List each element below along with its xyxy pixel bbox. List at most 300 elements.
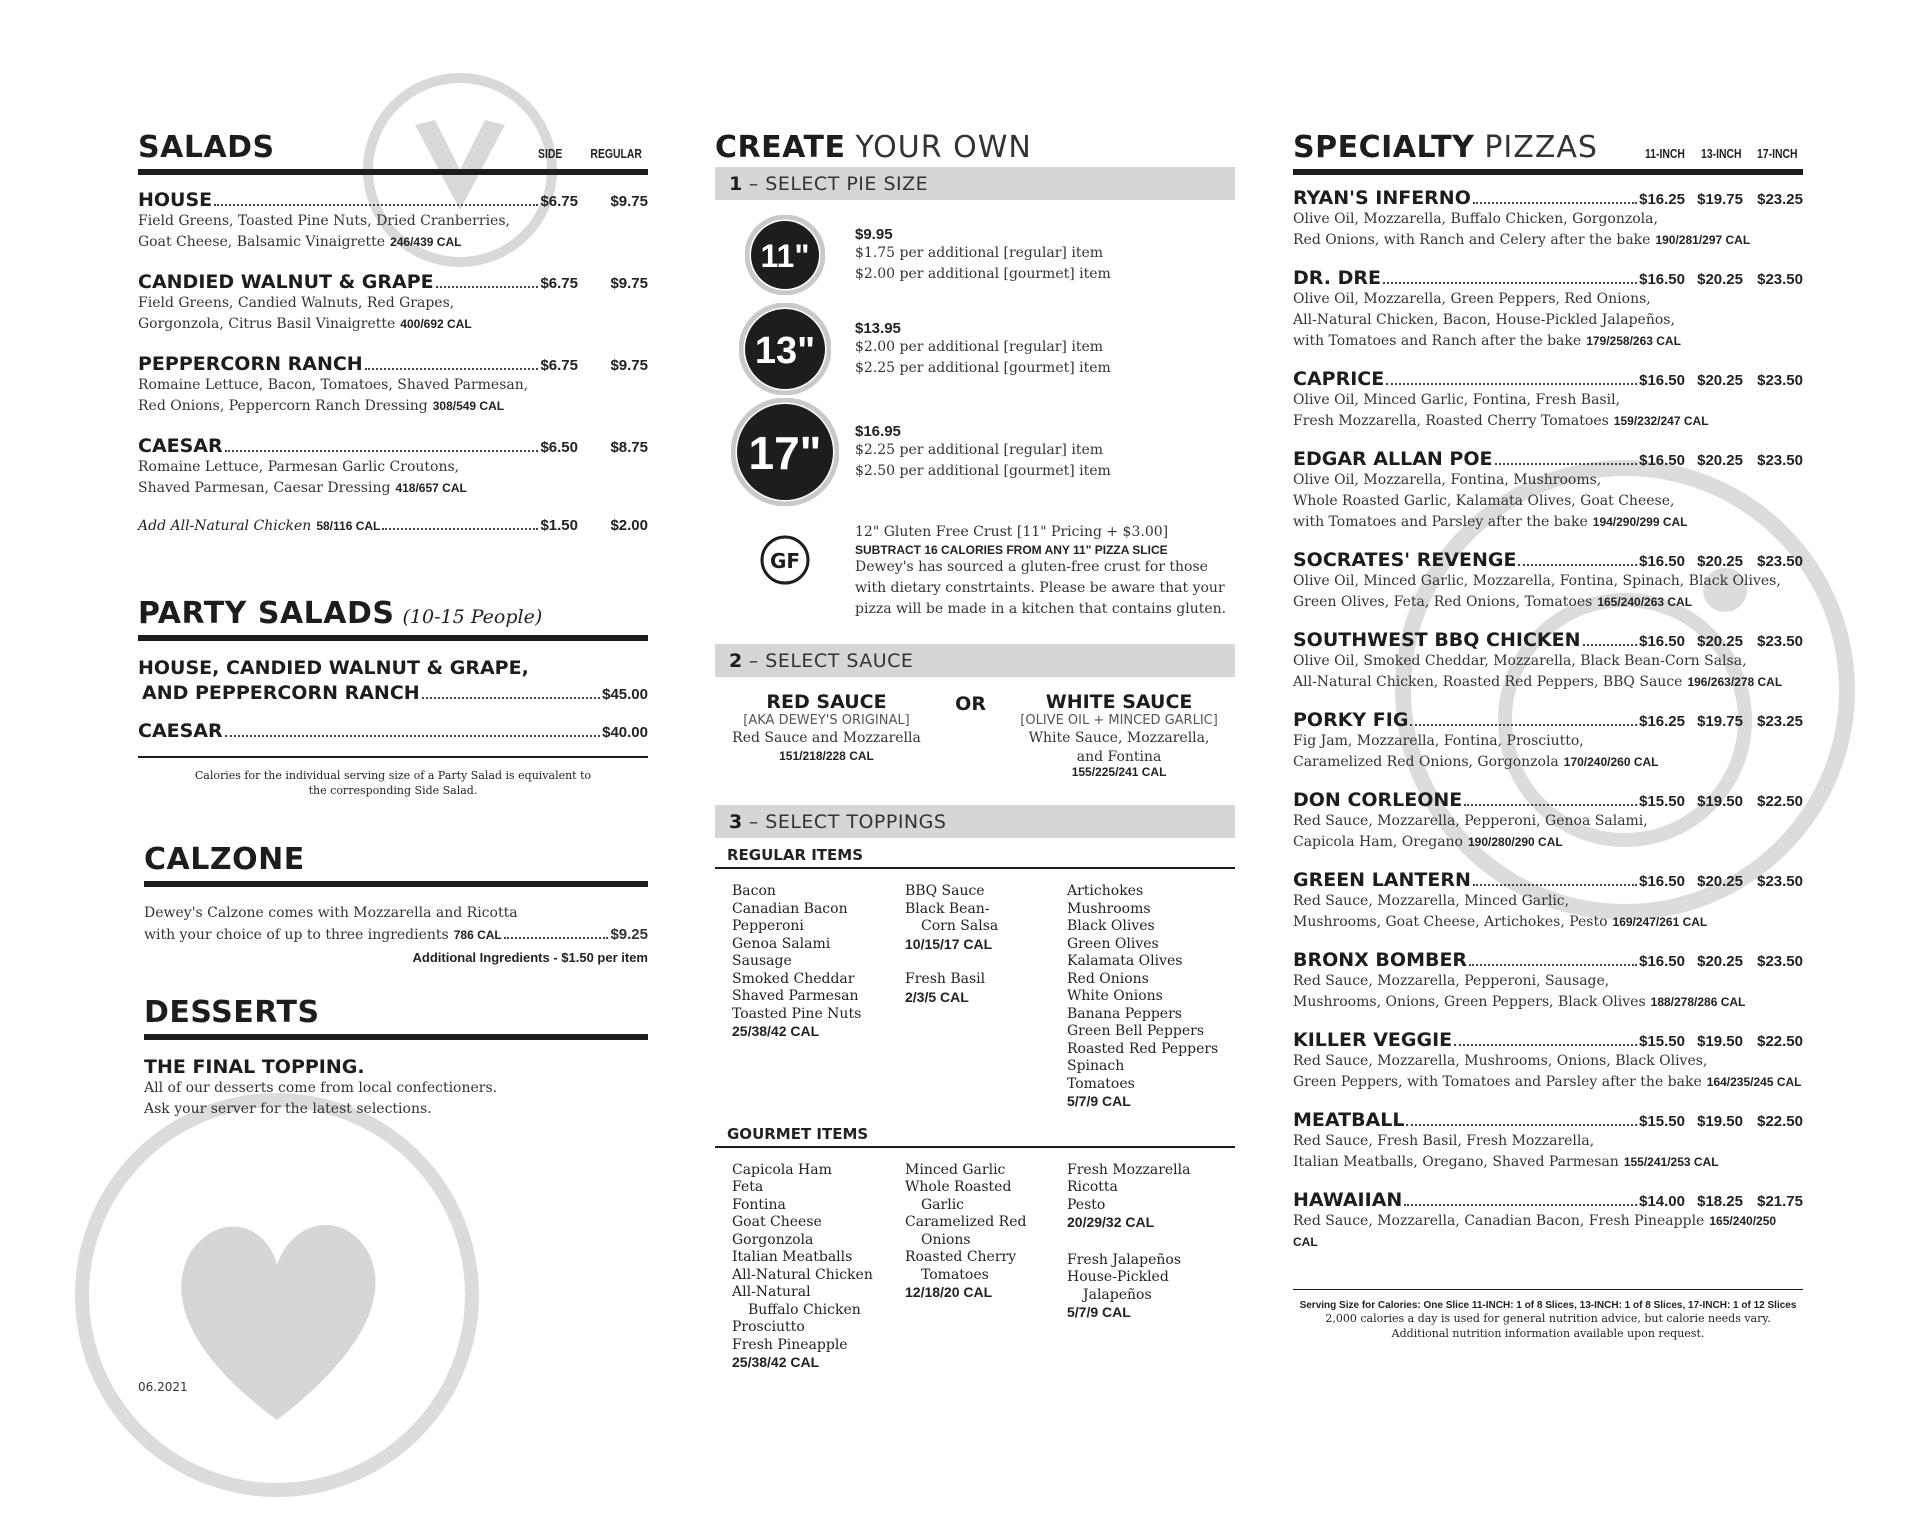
- calzone-price: $9.25: [610, 926, 648, 943]
- pizza-desc-line: with Tomatoes and Ranch after the bake: [1293, 333, 1582, 349]
- salad-regular-price: $9.75: [610, 193, 648, 210]
- pizza-item: [1293, 869, 1803, 933]
- pie-size-row: [715, 208, 1235, 302]
- sauce-or: OR: [955, 693, 986, 715]
- pizza-name: KILLER VEGGIE: [1293, 1029, 1453, 1051]
- topping-item: Artichokes: [1067, 883, 1144, 899]
- pizza-desc-line: Red Sauce, Mozzarella, Mushrooms, Onions, Black Olives,: [1293, 1053, 1708, 1069]
- pizza-price-13: $19.75: [1697, 713, 1743, 730]
- desserts-desc-line1: All of our desserts come from local confectioners.: [144, 1080, 498, 1096]
- calzone-title: CALZONE: [144, 842, 305, 877]
- topping-item: Spinach: [1067, 1058, 1125, 1074]
- pizza-price-11: $16.25: [1639, 191, 1685, 208]
- pizza-desc-line: Olive Oil, Mozzarella, Green Peppers, Red Onions,: [1293, 291, 1651, 307]
- specialty-note-1: Serving Size for Calories: One Slice 11-INCH: 1 of 8 Slices, 13-INCH: 1 of 8 Slices, 17-INCH: 1 of 12 Slices: [1299, 1300, 1797, 1311]
- party-note-line2: the corresponding Side Salad.: [308, 784, 478, 797]
- left-column: [138, 130, 648, 1120]
- salad-desc-line1: Field Greens, Toasted Pine Nuts, Dried Cranberries,: [138, 213, 510, 229]
- topping-item: Corn Salsa: [921, 918, 999, 934]
- pizza-name: SOUTHWEST BBQ CHICKEN: [1293, 629, 1581, 651]
- salads-col-side: SIDE: [538, 146, 563, 161]
- addon-cal: 58/116 CAL: [316, 519, 381, 533]
- create-title-light: YOUR OWN: [855, 130, 1032, 165]
- white-sauce-name: WHITE SAUCE: [1045, 691, 1193, 713]
- step3-bar: [715, 805, 1235, 838]
- pizza-cal: 159/232/247 CAL: [1613, 414, 1709, 428]
- topping-item: Green Bell Peppers: [1067, 1023, 1205, 1039]
- salad-cal: 400/692 CAL: [400, 317, 472, 331]
- topping-item: Onions: [921, 1231, 971, 1248]
- party-item-2: [138, 720, 648, 742]
- pizza-price-13: $19.50: [1697, 1033, 1743, 1050]
- topping-item: Roasted Red Peppers: [1067, 1040, 1219, 1057]
- salad-desc-line2: Shaved Parmesan, Caesar Dressing: [138, 480, 391, 496]
- pizza-cal: 194/290/299 CAL: [1592, 515, 1688, 529]
- pizza-item: [1293, 1189, 1803, 1253]
- salad-desc-line1: Romaine Lettuce, Bacon, Tomatoes, Shaved Parmesan,: [138, 377, 529, 393]
- step2-label: – SELECT SAUCE: [748, 649, 914, 672]
- step1-bar: [715, 167, 1235, 200]
- sauce-row: [715, 691, 1235, 779]
- pie-size-gourmet-line: $2.50 per additional [gourmet] item: [855, 462, 1111, 479]
- salads-col-regular: REGULAR: [590, 146, 642, 161]
- pizza-desc-line: Caramelized Red Onions, Gorgonzola: [1293, 754, 1559, 770]
- topping-item: BBQ Sauce: [905, 883, 985, 899]
- pie-size-regular-line: $1.75 per additional [regular] item: [855, 244, 1104, 261]
- topping-item: All-Natural: [732, 1284, 811, 1300]
- step2-bar: [715, 644, 1235, 677]
- white-sauce-cal: 155/225/241 CAL: [1071, 765, 1167, 779]
- regular-col-2-cal: 10/15/17 CAL: [905, 935, 993, 952]
- pizza-cal: 179/258/263 CAL: [1586, 334, 1681, 348]
- pizza-desc-line: Fig Jam, Mozzarella, Fontina, Prosciutto,: [1293, 733, 1584, 749]
- topping-item: Whole Roasted: [905, 1179, 1012, 1195]
- gf-badge-text: GF: [769, 549, 801, 573]
- pizza-price-11: $15.50: [1639, 1113, 1685, 1130]
- pizza-desc-line: Olive Oil, Minced Garlic, Mozzarella, Fontina, Spinach, Black Olives,: [1293, 573, 1781, 589]
- salad-item: [138, 435, 648, 499]
- pizza-name: EDGAR ALLAN POE: [1293, 448, 1493, 470]
- gourmet-col-3a-cal: 20/29/32 CAL: [1067, 1214, 1155, 1230]
- pizza-name: PORKY FIG: [1293, 709, 1409, 731]
- regular-col-3-cal: 5/7/9 CAL: [1067, 1093, 1131, 1109]
- topping-item: Mushrooms: [1067, 900, 1151, 917]
- pizza-item: [1293, 709, 1803, 773]
- party-item-2-price: $40.00: [602, 724, 648, 741]
- pie-size-price: $16.95: [855, 422, 901, 440]
- topping-item: Tomatoes: [1067, 1075, 1135, 1092]
- pizza-price-17: $23.50: [1757, 553, 1803, 570]
- regular-col-3: [1067, 883, 1218, 1111]
- topping-item: Fresh Pineapple: [732, 1336, 848, 1353]
- pizza-price-13: $20.25: [1697, 553, 1743, 570]
- pizza-item: [1293, 1109, 1803, 1173]
- pizza-price-17: $23.50: [1757, 452, 1803, 469]
- pie-size-regular-line: $2.00 per additional [regular] item: [855, 338, 1104, 355]
- red-sauce-name: RED SAUCE: [766, 691, 887, 713]
- white-sauce: [1020, 691, 1218, 779]
- topping-item: Black Olives: [1067, 918, 1155, 934]
- pizza-price-13: $19.50: [1697, 1113, 1743, 1130]
- desserts-header: [144, 995, 648, 1040]
- pizza-price-17: $22.50: [1757, 1113, 1803, 1130]
- pizza-cal: 190/281/297 CAL: [1655, 233, 1751, 247]
- pie-size-badge-text: 13": [754, 330, 816, 372]
- salad-name: CAESAR: [138, 435, 223, 457]
- addon-side-price: $1.50: [540, 517, 578, 534]
- topping-item: Minced Garlic: [905, 1161, 1006, 1178]
- pie-size-gourmet-line: $2.25 per additional [gourmet] item: [855, 359, 1111, 376]
- pizza-cal: 169/247/261 CAL: [1612, 915, 1708, 929]
- pizza-item: [1293, 267, 1803, 352]
- gf-line2: SUBTRACT 16 CALORIES FROM ANY 11" PIZZA SLICE: [855, 543, 1168, 557]
- gf-badge-icon: [759, 534, 811, 586]
- gourmet-col-3: [1067, 1162, 1190, 1372]
- pizza-price-13: $19.50: [1697, 793, 1743, 810]
- regular-col-1-cal: 25/38/42 CAL: [732, 1023, 820, 1039]
- desserts-body: [144, 1056, 648, 1120]
- topping-item: Italian Meatballs: [732, 1249, 853, 1265]
- pizza-desc-line: All-Natural Chicken, Bacon, House-Pickled Jalapeños,: [1293, 312, 1675, 328]
- topping-item: Kalamata Olives: [1067, 953, 1183, 969]
- topping-item: Roasted Cherry: [905, 1249, 1017, 1265]
- pizza-cal: 165/240/250 CAL: [1293, 1214, 1777, 1249]
- regular-col-2: [905, 883, 1067, 1111]
- topping-item: Caramelized Red: [905, 1214, 1027, 1230]
- salad-item: [138, 189, 648, 253]
- calzone-desc-line2: with your choice of up to three ingredients: [144, 927, 449, 943]
- specialty-note-3: Additional nutrition information available upon request.: [1391, 1327, 1705, 1340]
- gourmet-col-2-cal: 12/18/20 CAL: [905, 1284, 993, 1300]
- pizza-price-11: $16.50: [1639, 553, 1685, 570]
- topping-item: House-Pickled: [1067, 1269, 1169, 1285]
- pizza-desc-line: Mushrooms, Onions, Green Peppers, Black Olives: [1293, 994, 1646, 1010]
- pie-size-badge-text: 17": [748, 426, 822, 479]
- topping-item: Fontina: [732, 1196, 786, 1213]
- pizza-price-11: $16.50: [1639, 873, 1685, 890]
- pizza-item: [1293, 549, 1803, 613]
- pizza-desc-line: Olive Oil, Smoked Cheddar, Mozzarella, Black Bean-Corn Salsa,: [1293, 653, 1747, 669]
- pizza-name: DR. DRE: [1293, 267, 1381, 289]
- pizza-cal: 190/280/290 CAL: [1467, 835, 1563, 849]
- create-title-bold: CREATE: [715, 130, 846, 165]
- pie-size-regular-line: $2.25 per additional [regular] item: [855, 441, 1104, 458]
- white-sauce-aka: [OLIVE OIL + MINCED GARLIC]: [1020, 713, 1218, 728]
- party-item-2-name: CAESAR: [138, 720, 223, 742]
- pizza-price-11: $15.50: [1639, 1033, 1685, 1050]
- topping-item: Banana Peppers: [1067, 1005, 1182, 1022]
- step3-label: – SELECT TOPPINGS: [748, 810, 947, 833]
- pizza-desc-line: Red Sauce, Mozzarella, Canadian Bacon, Fresh Pineapple: [1293, 1213, 1705, 1229]
- pizza-desc-line: Green Peppers, with Tomatoes and Parsley after the bake: [1293, 1074, 1702, 1090]
- topping-item: Ricotta: [1067, 1179, 1118, 1195]
- party-item-1: [138, 657, 648, 704]
- pizza-price-13: $20.25: [1697, 452, 1743, 469]
- topping-item: Genoa Salami: [732, 935, 831, 952]
- regular-basil: Fresh Basil: [905, 971, 986, 987]
- topping-item: Pesto: [1067, 1196, 1106, 1213]
- specialty-header: [1293, 130, 1803, 175]
- pizza-desc-line: Red Onions, with Ranch and Celery after the bake: [1293, 232, 1651, 248]
- pizza-cal: 196/263/278 CAL: [1687, 675, 1783, 689]
- pizza-item: [1293, 629, 1803, 693]
- pizza-price-11: $14.00: [1639, 1193, 1685, 1210]
- topping-item: All-Natural Chicken: [732, 1266, 873, 1283]
- specialty-title-bold: SPECIALTY: [1293, 130, 1475, 165]
- desserts-title: DESSERTS: [144, 995, 320, 1030]
- pizza-item: [1293, 187, 1803, 251]
- size-list: [715, 208, 1235, 508]
- pizza-price-13: $20.25: [1697, 633, 1743, 650]
- pizza-price-17: $23.50: [1757, 633, 1803, 650]
- topping-item: Fresh Mozzarella: [1067, 1161, 1191, 1178]
- specialty-col-13: 13-INCH: [1700, 146, 1742, 161]
- pizza-cal: 155/241/253 CAL: [1623, 1155, 1719, 1169]
- pizza-item: [1293, 949, 1803, 1013]
- pie-size-gourmet-line: $2.00 per additional [gourmet] item: [855, 265, 1111, 282]
- pizza-desc-line: Olive Oil, Minced Garlic, Fontina, Fresh Basil,: [1293, 392, 1621, 408]
- topping-item: Black Bean-: [905, 900, 990, 917]
- pizza-price-17: $23.50: [1757, 873, 1803, 890]
- party-item-1-line1: HOUSE, CANDIED WALNUT & GRAPE,: [138, 657, 529, 679]
- specialty-title-light: PIZZAS: [1484, 130, 1598, 165]
- pizza-name: DON CORLEONE: [1293, 789, 1463, 811]
- salads-header: [138, 130, 648, 175]
- specialty-col-11: 11-INCH: [1644, 146, 1685, 161]
- pizza-desc-line: Olive Oil, Mozzarella, Fontina, Mushrooms,: [1293, 472, 1602, 488]
- pizza-price-13: $20.25: [1697, 372, 1743, 389]
- calzone-header: [144, 842, 648, 887]
- salad-cal: 308/549 CAL: [432, 399, 505, 413]
- topping-item: Shaved Parmesan: [732, 988, 859, 1004]
- specialty-note-2: 2,000 calories a day is used for general nutrition advice, but calorie needs vary.: [1325, 1312, 1771, 1325]
- salad-regular-price: $9.75: [610, 275, 648, 292]
- pie-size-row: [715, 302, 1235, 396]
- pizza-name: HAWAIIAN: [1293, 1189, 1403, 1211]
- pizza-name: BRONX BOMBER: [1293, 949, 1468, 971]
- pizza-cal: 170/240/260 CAL: [1563, 755, 1659, 769]
- addon-name: Add All-Natural Chicken: [138, 518, 312, 534]
- salad-addon: [138, 517, 648, 534]
- pizza-desc-line: Red Sauce, Mozzarella, Pepperoni, Sausage,: [1293, 973, 1610, 989]
- pizza-price-13: $20.25: [1697, 873, 1743, 890]
- topping-item: Smoked Cheddar: [732, 970, 855, 987]
- pizza-desc-line: Capicola Ham, Oregano: [1293, 834, 1463, 850]
- topping-item: Jalapeños: [1083, 1286, 1152, 1303]
- white-sauce-desc2: and Fontina: [1076, 749, 1162, 765]
- footer-date: 06.2021: [138, 1380, 188, 1394]
- topping-item: Tomatoes: [921, 1266, 989, 1283]
- gf-line1: 12" Gluten Free Crust [11" Pricing + $3.00]: [855, 524, 1169, 540]
- pizza-name: RYAN'S INFERNO: [1293, 187, 1471, 209]
- party-salads-title: PARTY SALADS: [138, 596, 395, 631]
- pizza-price-11: $16.50: [1639, 953, 1685, 970]
- red-sauce-cal: 151/218/228 CAL: [779, 749, 874, 763]
- pizza-item: [1293, 1029, 1803, 1093]
- salad-side-price: $6.75: [540, 357, 578, 374]
- salad-cal: 418/657 CAL: [395, 481, 467, 495]
- pizza-name: GREEN LANTERN: [1293, 869, 1471, 891]
- addon-regular-price: $2.00: [610, 517, 648, 534]
- topping-item: Buffalo Chicken: [748, 1301, 861, 1318]
- gourmet-col-1: [732, 1162, 905, 1372]
- specialty-col-17: 17-INCH: [1757, 146, 1798, 161]
- salad-side-price: $6.75: [540, 275, 578, 292]
- salads-title: SALADS: [138, 130, 275, 165]
- pizza-desc-line: with Tomatoes and Parsley after the bake: [1293, 514, 1588, 530]
- regular-items-title: REGULAR ITEMS: [715, 846, 1235, 869]
- pizza-price-11: $16.25: [1639, 713, 1685, 730]
- salad-list: [138, 189, 648, 499]
- pizza-price-13: $20.25: [1697, 953, 1743, 970]
- pizza-price-17: $23.25: [1757, 713, 1803, 730]
- pie-size-price: $13.95: [855, 319, 901, 337]
- pizza-name: SOCRATES' REVENGE: [1293, 549, 1517, 571]
- pizza-desc-line: Red Sauce, Mozzarella, Pepperoni, Genoa Salami,: [1293, 813, 1648, 829]
- step2-number: 2: [729, 649, 743, 672]
- pizza-price-11: $16.50: [1639, 452, 1685, 469]
- topping-item: Gorgonzola: [732, 1231, 814, 1248]
- pizza-price-17: $23.25: [1757, 191, 1803, 208]
- gourmet-col-2: [905, 1162, 1067, 1372]
- red-sauce-aka: [AKA DEWEY'S ORIGINAL]: [743, 713, 910, 728]
- pie-size-badge-icon: [731, 398, 839, 506]
- salad-name: HOUSE: [138, 189, 213, 211]
- gourmet-items: [715, 1162, 1235, 1372]
- calzone-cal: 786 CAL: [453, 928, 502, 942]
- topping-item: Pepperoni: [732, 918, 804, 934]
- party-note-line1: Calories for the individual serving size of a Party Salad is equivalent to: [194, 769, 592, 782]
- pizza-price-17: $23.50: [1757, 372, 1803, 389]
- pizza-price-17: $23.50: [1757, 953, 1803, 970]
- salad-desc-line2: Gorgonzola, Citrus Basil Vinaigrette: [138, 316, 396, 332]
- gf-line5: pizza will be made in a kitchen that contains gluten.: [855, 601, 1227, 617]
- pizza-desc-line: Fresh Mozzarella, Roasted Cherry Tomatoes: [1293, 413, 1609, 429]
- middle-column: [715, 130, 1235, 1372]
- topping-item: Feta: [732, 1179, 764, 1195]
- topping-item: Sausage: [732, 953, 792, 969]
- party-item-1-price: $45.00: [602, 686, 648, 703]
- heart-logo-watermark: [72, 1090, 482, 1500]
- regular-basil-cal: 2/3/5 CAL: [905, 988, 969, 1005]
- step1-label: – SELECT PIE SIZE: [748, 172, 929, 195]
- topping-item: Garlic: [921, 1196, 965, 1213]
- salad-cal: 246/439 CAL: [390, 235, 462, 249]
- pizza-price-17: $22.50: [1757, 793, 1803, 810]
- pizza-price-13: $20.25: [1697, 271, 1743, 288]
- regular-items: [715, 883, 1235, 1111]
- gf-line4: with dietary constrtaints. Please be aware that your: [855, 580, 1225, 596]
- gf-line3: Dewey's has sourced a gluten-free crust for those: [855, 559, 1208, 575]
- salad-item: [138, 353, 648, 417]
- pizza-list: [1293, 187, 1803, 1253]
- pizza-price-11: $16.50: [1639, 271, 1685, 288]
- salad-item: [138, 271, 648, 335]
- pizza-cal: 164/235/245 CAL: [1706, 1075, 1802, 1089]
- gourmet-col-1-cal: 25/38/42 CAL: [732, 1354, 820, 1370]
- pizza-item: [1293, 368, 1803, 432]
- topping-item: Canadian Bacon: [732, 900, 848, 917]
- pizza-cal: 188/278/286 CAL: [1650, 995, 1746, 1009]
- salad-regular-price: $9.75: [610, 357, 648, 374]
- pie-size-row: [715, 396, 1235, 508]
- step3-number: 3: [729, 810, 743, 833]
- topping-item: Fresh Jalapeños: [1067, 1251, 1182, 1268]
- pizza-name: MEATBALL: [1293, 1109, 1405, 1131]
- salad-desc-line1: Romaine Lettuce, Parmesan Garlic Croutons,: [138, 459, 460, 475]
- party-salads-header: [138, 596, 648, 641]
- party-note: [138, 756, 648, 798]
- party-salads-subtitle: (10-15 People): [402, 606, 543, 628]
- salad-regular-price: $8.75: [610, 439, 648, 456]
- step1-number: 1: [729, 172, 743, 195]
- salad-desc-line1: Field Greens, Candied Walnuts, Red Grapes,: [138, 295, 455, 311]
- pie-size-price: $9.95: [855, 225, 893, 243]
- pizza-price-17: $21.75: [1757, 1193, 1803, 1210]
- pizza-desc-line: Whole Roasted Garlic, Kalamata Olives, Goat Cheese,: [1293, 493, 1675, 509]
- pizza-item: [1293, 789, 1803, 853]
- pizza-desc-line: Green Olives, Feta, Red Onions, Tomatoes: [1293, 594, 1593, 610]
- pizza-cal: 165/240/263 CAL: [1597, 595, 1693, 609]
- red-sauce: [732, 691, 921, 763]
- pizza-price-17: $22.50: [1757, 1033, 1803, 1050]
- calzone-extra: Additional Ingredients - $1.50 per item: [412, 950, 648, 965]
- pizza-desc-line: All-Natural Chicken, Roasted Red Peppers, BBQ Sauce: [1293, 674, 1683, 690]
- pizza-item: [1293, 448, 1803, 533]
- calzone-body: [144, 903, 648, 965]
- desserts-subtitle: THE FINAL TOPPING.: [144, 1056, 365, 1078]
- salad-side-price: $6.50: [540, 439, 578, 456]
- gourmet-items-title: GOURMET ITEMS: [715, 1125, 1235, 1148]
- pizza-price-11: $16.50: [1639, 372, 1685, 389]
- pizza-desc-line: Olive Oil, Mozzarella, Buffalo Chicken, Gorgonzola,: [1293, 211, 1658, 227]
- pie-size-badge-icon: [739, 303, 831, 395]
- pizza-desc-line: Mushrooms, Goat Cheese, Artichokes, Pesto: [1293, 914, 1608, 930]
- topping-item: Capicola Ham: [732, 1161, 832, 1178]
- pizza-price-17: $23.50: [1757, 271, 1803, 288]
- party-item-1-line2: AND PEPPERCORN RANCH: [142, 682, 420, 704]
- pizza-desc-line: Red Sauce, Mozzarella, Minced Garlic,: [1293, 893, 1570, 909]
- salad-desc-line2: Red Onions, Peppercorn Ranch Dressing: [138, 398, 428, 414]
- topping-item: White Onions: [1067, 988, 1163, 1004]
- regular-col-1: [732, 883, 905, 1111]
- topping-item: Toasted Pine Nuts: [732, 1005, 862, 1022]
- red-sauce-desc: Red Sauce and Mozzarella: [732, 730, 921, 746]
- salad-side-price: $6.75: [540, 193, 578, 210]
- gf-row: [715, 522, 1235, 620]
- pizza-price-13: $19.75: [1697, 191, 1743, 208]
- topping-item: Red Onions: [1067, 970, 1149, 987]
- pizza-price-13: $18.25: [1697, 1193, 1743, 1210]
- desserts-desc-line2: Ask your server for the latest selections.: [144, 1101, 432, 1117]
- gourmet-col-3b-cal: 5/7/9 CAL: [1067, 1304, 1131, 1320]
- pie-size-badge-icon: [745, 215, 825, 295]
- topping-item: Bacon: [732, 883, 776, 899]
- pizza-price-11: $15.50: [1639, 793, 1685, 810]
- pizza-desc-line: Italian Meatballs, Oregano, Shaved Parmesan: [1293, 1154, 1619, 1170]
- salad-name: CANDIED WALNUT & GRAPE: [138, 271, 434, 293]
- pizza-name: CAPRICE: [1293, 368, 1385, 390]
- topping-item: Goat Cheese: [732, 1214, 822, 1230]
- pie-size-badge-text: 11": [760, 237, 810, 274]
- calzone-desc-line1: Dewey's Calzone comes with Mozzarella and Ricotta: [144, 905, 518, 921]
- pizza-price-11: $16.50: [1639, 633, 1685, 650]
- specialty-notes: [1293, 1289, 1803, 1341]
- right-column: [1293, 130, 1803, 1341]
- topping-item: Green Olives: [1067, 935, 1159, 952]
- salad-name: PEPPERCORN RANCH: [138, 353, 363, 375]
- create-header: [715, 130, 1235, 167]
